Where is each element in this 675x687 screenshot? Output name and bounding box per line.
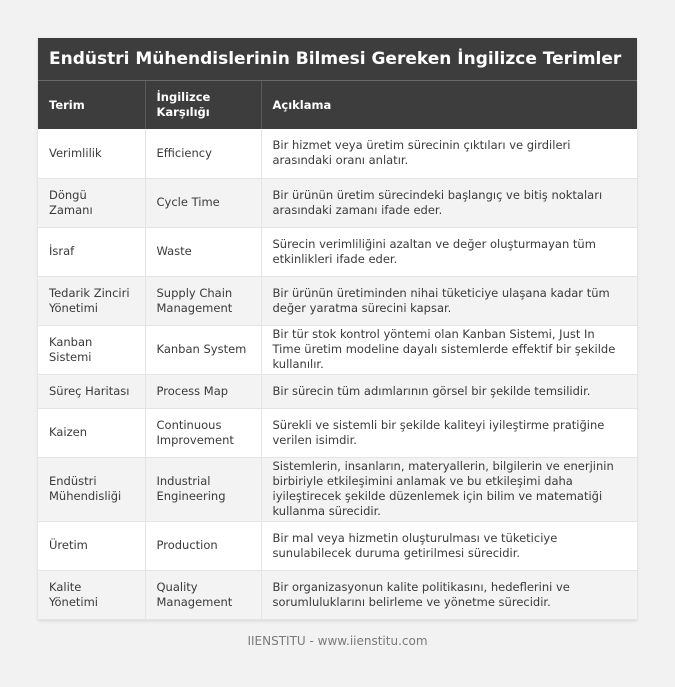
cell-term: Üretim: [38, 521, 145, 570]
cell-english: Industrial Engineering: [145, 457, 261, 521]
header-term: Terim: [38, 81, 145, 129]
cell-english: Production: [145, 521, 261, 570]
table-row: [38, 570, 637, 619]
cell-term: Kalite Yönetimi: [38, 570, 145, 619]
cell-description: Bir organizasyonun kalite politikasını, hedeflerini ve sorumluluklarını belirleme ve yönetme sürecidir.: [261, 570, 637, 619]
terms-table: [38, 81, 637, 620]
table-row: [38, 325, 637, 374]
cell-description: Bir hizmet veya üretim sürecinin çıktıları ve girdileri arasındaki oranı anlatır.: [261, 129, 637, 178]
cell-description: Bir tür stok kontrol yöntemi olan Kanban Sistemi, Just In Time üretim modeline dayalı sistemlerde effektif bir şekilde kullanılır.: [261, 325, 637, 374]
cell-term: İsraf: [38, 227, 145, 276]
table-row: [38, 227, 637, 276]
header-row: [38, 81, 637, 129]
cell-term: Endüstri Mühendisliği: [38, 457, 145, 521]
cell-term: Tedarik Zinciri Yönetimi: [38, 276, 145, 325]
cell-english: Efficiency: [145, 129, 261, 178]
cell-description: Sürekli ve sistemli bir şekilde kaliteyi iyileştirme pratiğine verilen isimdir.: [261, 408, 637, 457]
cell-english: Process Map: [145, 374, 261, 408]
cell-english: Cycle Time: [145, 178, 261, 227]
table-row: [38, 276, 637, 325]
table-title: Endüstri Mühendislerinin Bilmesi Gereken İngilizce Terimler: [38, 38, 637, 81]
table-row: [38, 129, 637, 178]
header-english: İngilizce Karşılığı: [145, 81, 261, 129]
footer-credit: IIENSTITU - www.iienstitu.com: [247, 634, 428, 648]
terms-card: [38, 38, 637, 620]
cell-english: Kanban System: [145, 325, 261, 374]
cell-english: Waste: [145, 227, 261, 276]
cell-description: Bir mal veya hizmetin oluşturulması ve tüketiciye sunulabilecek duruma getirilmesi sürecidir.: [261, 521, 637, 570]
cell-description: Bir ürünün üretiminden nihai tüketiciye ulaşana kadar tüm değer yaratma sürecini kapsar.: [261, 276, 637, 325]
cell-term: Kaizen: [38, 408, 145, 457]
cell-term: Kanban Sistemi: [38, 325, 145, 374]
table-body: [38, 129, 637, 619]
table-row: [38, 374, 637, 408]
cell-description: Bir sürecin tüm adımlarının görsel bir şekilde temsilidir.: [261, 374, 637, 408]
cell-description: Bir ürünün üretim sürecindeki başlangıç ve bitiş noktaları arasındaki zamanı ifade eder.: [261, 178, 637, 227]
cell-english: Supply Chain Management: [145, 276, 261, 325]
table-row: [38, 521, 637, 570]
cell-english: Continuous Improvement: [145, 408, 261, 457]
table-row: [38, 178, 637, 227]
header-description: Açıklama: [261, 81, 637, 129]
table-header: [38, 81, 637, 129]
table-row: [38, 408, 637, 457]
cell-english: Quality Management: [145, 570, 261, 619]
cell-term: Süreç Haritası: [38, 374, 145, 408]
cell-term: Döngü Zamanı: [38, 178, 145, 227]
table-row: [38, 457, 637, 521]
cell-description: Sürecin verimliliğini azaltan ve değer oluşturmayan tüm etkinlikleri ifade eder.: [261, 227, 637, 276]
cell-term: Verimlilik: [38, 129, 145, 178]
cell-description: Sistemlerin, insanların, materyallerin, bilgilerin ve enerjinin birbiriyle etkileşimini anlamak ve bu etkileşimi daha iyileştirecek şekilde düzenlemek için bilim ve matematiği kullanma sürecidir.: [261, 457, 637, 521]
